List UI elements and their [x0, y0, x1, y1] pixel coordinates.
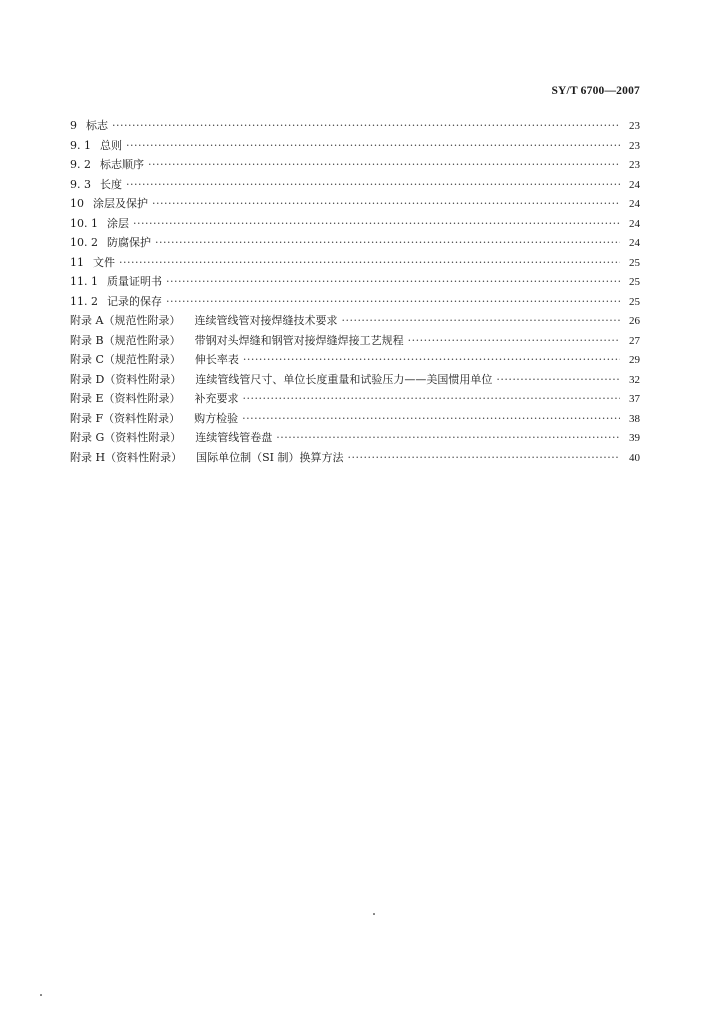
toc-dot-leader [166, 272, 620, 292]
toc-entry-page: 23 [629, 120, 640, 132]
toc-dot-leader [408, 331, 620, 351]
toc-entry-page: 25 [629, 295, 640, 308]
toc-entry-number: 10 [70, 197, 84, 210]
toc-entry-title: 质量证明书 [107, 275, 162, 288]
toc-entry-number: 10. 2 [70, 236, 98, 249]
toc-entry[interactable] [70, 272, 640, 292]
toc-entry-page: 40 [629, 451, 640, 464]
toc-entry[interactable] [70, 155, 640, 175]
toc-entry[interactable] [70, 214, 640, 234]
toc-entry-number: 附录 F（资料性附录） [70, 411, 181, 425]
toc-entry-title: 总则 [100, 138, 122, 152]
toc-entry[interactable] [70, 448, 640, 468]
toc-entry-title: 涂层及保护 [93, 197, 148, 210]
toc-entry-title: 国际单位制（SI 制）换算方法 [196, 450, 344, 464]
toc-entry-title: 文件 [93, 255, 115, 269]
toc-dot-leader [148, 155, 620, 175]
toc-entry-number: 9. 1 [70, 138, 91, 152]
toc-entry[interactable] [70, 428, 640, 448]
toc-entry-page: 32 [629, 373, 640, 386]
scan-speck [373, 913, 375, 915]
toc-entry-page: 23 [629, 159, 640, 171]
toc-entry[interactable] [70, 136, 640, 156]
toc-entry-page: 23 [629, 139, 640, 152]
toc-dot-leader [155, 233, 620, 253]
toc-entry-page: 24 [629, 237, 640, 249]
toc-entry[interactable] [70, 331, 640, 351]
toc-entry-title: 连续管线管尺寸、单位长度重量和试验压力——美国惯用单位 [195, 372, 493, 386]
toc-entry-number: 9. 3 [70, 177, 91, 191]
toc-entry[interactable] [70, 311, 640, 331]
toc-dot-leader [341, 311, 620, 331]
toc-entry-page: 29 [629, 354, 640, 366]
toc-entry[interactable] [70, 233, 640, 253]
toc-entry-title: 购方检验 [194, 411, 239, 425]
toc-entry[interactable] [70, 389, 640, 409]
toc-entry-title: 防腐保护 [107, 236, 151, 249]
toc-entry-title: 带钢对头焊缝和钢管对接焊缝焊接工艺规程 [194, 333, 404, 347]
toc-entry-number: 9 [70, 119, 77, 132]
toc-entry-page: 25 [629, 256, 640, 269]
toc-entry[interactable] [70, 292, 640, 312]
toc-dot-leader [119, 253, 620, 273]
toc-entry-number: 附录 D（资料性附录） [70, 372, 182, 386]
toc-entry-title: 标志 [86, 119, 108, 132]
toc-entry-number: 11 [70, 255, 84, 269]
toc-entry-title: 标志顺序 [100, 158, 144, 171]
toc-dot-leader [496, 370, 620, 390]
toc-entry-title: 补充要求 [194, 392, 239, 405]
toc-entry-title: 连续管线管对接焊缝技术要求 [194, 314, 338, 327]
toc-dot-leader [133, 214, 620, 234]
toc-entry-page: 24 [629, 178, 640, 191]
toc-dot-leader [243, 350, 620, 370]
toc-entry-title: 伸长率表 [194, 353, 239, 366]
toc-dot-leader [112, 116, 620, 136]
standard-code: SY/T 6700—2007 [551, 85, 640, 97]
toc-entry-page: 26 [629, 315, 640, 327]
toc-entry[interactable] [70, 194, 640, 214]
toc-dot-leader [126, 175, 620, 195]
toc-dot-leader [347, 448, 620, 468]
toc-dot-leader [276, 428, 620, 448]
toc-entry-page: 39 [629, 432, 640, 444]
toc-entry-number: 附录 G（资料性附录） [70, 431, 182, 444]
toc-entry-number: 附录 H（资料性附录） [70, 450, 183, 464]
toc-entry-number: 附录 C（规范性附录） [70, 353, 181, 366]
toc-entry-title: 连续管线管卷盘 [195, 431, 273, 444]
toc-entry-page: 24 [629, 198, 640, 210]
toc-dot-leader [243, 389, 620, 409]
scan-speck [40, 994, 42, 996]
toc-entry[interactable] [70, 116, 640, 136]
table-of-contents [70, 116, 640, 467]
toc-entry-page: 27 [629, 334, 640, 347]
toc-entry[interactable] [70, 175, 640, 195]
toc-entry-number: 11. 2 [70, 294, 98, 308]
toc-entry-number: 附录 B（规范性附录） [70, 333, 181, 347]
toc-entry-page: 25 [629, 276, 640, 288]
toc-entry-number: 9. 2 [70, 158, 91, 171]
toc-entry[interactable] [70, 350, 640, 370]
toc-entry-number: 附录 A（规范性附录） [70, 314, 181, 327]
toc-entry-number: 附录 E（资料性附录） [70, 392, 181, 405]
toc-entry-title: 涂层 [107, 216, 129, 230]
toc-entry[interactable] [70, 409, 640, 429]
toc-entry-number: 10. 1 [70, 216, 98, 230]
toc-entry-title: 长度 [100, 177, 122, 191]
toc-entry-page: 24 [629, 217, 640, 230]
toc-entry[interactable] [70, 253, 640, 273]
toc-dot-leader [126, 136, 620, 156]
toc-dot-leader [242, 409, 620, 429]
toc-entry-title: 记录的保存 [107, 294, 162, 308]
toc-entry-page: 37 [629, 393, 640, 405]
toc-entry[interactable] [70, 370, 640, 390]
toc-dot-leader [152, 194, 620, 214]
toc-entry-number: 11. 1 [70, 275, 98, 288]
toc-dot-leader [166, 292, 620, 312]
toc-entry-page: 38 [629, 412, 640, 425]
